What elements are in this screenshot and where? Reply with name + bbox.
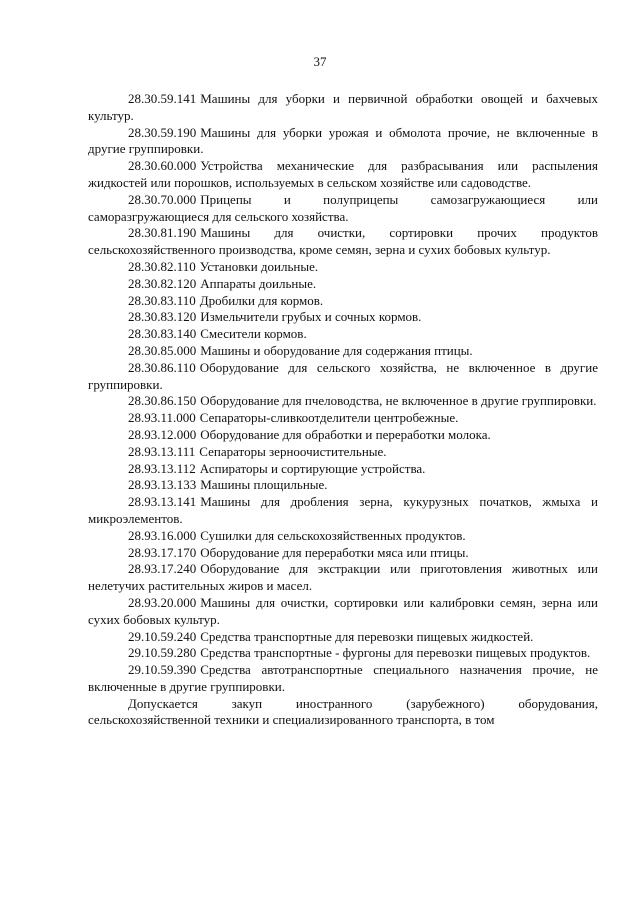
- item-code: 28.93.11.000: [128, 410, 196, 426]
- list-item: [88, 192, 598, 226]
- list-item: [88, 645, 598, 662]
- item-code: 28.93.17.240: [128, 561, 197, 577]
- item-text: Машины площильные.: [200, 477, 328, 493]
- item-code: 29.10.59.280: [128, 645, 197, 661]
- item-text: Оборудование для экстракции или приготовления животных или нелетучих растительных жиров и масел.: [88, 561, 598, 594]
- item-text: Измельчители грубых и сочных кормов.: [200, 309, 422, 325]
- item-code: 28.93.13.111: [128, 443, 196, 459]
- item-code: 28.30.60.000: [128, 158, 197, 174]
- item-text: Сепараторы-сливкоотделители центробежные.: [199, 410, 459, 426]
- item-code: 28.30.83.110: [128, 292, 196, 308]
- list-item: [88, 225, 598, 259]
- item-code: 28.93.13.112: [128, 460, 196, 476]
- item-code: 28.30.86.110: [128, 359, 196, 375]
- list-item: [88, 360, 598, 394]
- item-code: 28.30.59.141: [128, 91, 197, 106]
- list-item: [88, 444, 598, 461]
- item-text: Оборудование для сельского хозяйства, не включенное в другие группировки.: [88, 359, 598, 392]
- item-text: Аспираторы и сортирующие устройства.: [199, 460, 426, 476]
- list-item: [88, 309, 598, 326]
- item-code: 28.93.16.000: [128, 527, 197, 543]
- item-text: Аппараты доильные.: [200, 275, 317, 291]
- item-text: Машины для уборки урожая и обмолота прочие, не включенные в другие группировки.: [88, 124, 598, 157]
- list-item: [88, 545, 598, 562]
- item-text: Средства автотранспортные специального назначения прочие, не включенные в другие группировки.: [88, 662, 598, 694]
- item-text: Оборудование для пчеловодства, не включенное в другие группировки.: [200, 393, 597, 409]
- item-code: 28.93.17.170: [128, 544, 197, 560]
- item-code: 28.93.13.133: [128, 477, 197, 493]
- item-text: Машины и оборудование для содержания птицы.: [200, 342, 473, 358]
- item-code: 28.30.86.150: [128, 393, 197, 409]
- list-item: [88, 259, 598, 276]
- list-item: [88, 561, 598, 595]
- list-item: [88, 158, 598, 192]
- list-item: [88, 427, 598, 444]
- item-text: Смесители кормов.: [200, 326, 307, 342]
- list-item: [88, 494, 598, 528]
- list-item: [88, 276, 598, 293]
- item-text: Сушилки для сельскохозяйственных продуктов.: [200, 527, 466, 543]
- list-item: [88, 393, 598, 410]
- item-code: 28.30.82.110: [128, 258, 196, 274]
- item-code: 28.30.85.000: [128, 342, 197, 358]
- item-text: Машины для очистки, сортировки прочих продуктов сельскохозяйственного производства, кроме семян, зерна и сухих бобовых культур.: [88, 225, 598, 258]
- closing-paragraph: Допускается закуп иностранного (зарубежного) оборудования, сельскохозяйственной техники и специализированного транспорта, в том: [88, 695, 598, 728]
- document-body: [88, 91, 598, 729]
- item-code: 28.30.70.000: [128, 191, 197, 207]
- item-code: 28.30.82.120: [128, 275, 197, 291]
- item-code: 28.93.12.000: [128, 426, 197, 442]
- item-text: Оборудование для обработки и переработки молока.: [200, 426, 491, 442]
- page-number: 37: [313, 54, 327, 69]
- list-item: [88, 326, 598, 343]
- list-item: [88, 410, 598, 427]
- item-text: Прицепы и полуприцепы самозагружающиеся или саморазгружающиеся для сельского хозяйства.: [88, 191, 598, 224]
- item-text: Машины для дробления зерна, кукурузных початков, жмыха и микроэлементов.: [88, 494, 598, 526]
- item-text: Оборудование для переработки мяса или птицы.: [200, 544, 469, 560]
- item-code: 29.10.59.240: [128, 628, 197, 644]
- item-text: Машины для уборки и первичной обработки овощей и бахчевых культур.: [88, 91, 598, 123]
- list-item: [88, 662, 598, 696]
- list-item: [88, 293, 598, 310]
- item-text: Установки доильные.: [199, 258, 319, 274]
- list-item: [88, 528, 598, 545]
- item-text: Дробилки для кормов.: [199, 292, 324, 308]
- list-item: [88, 595, 598, 629]
- list-item: [88, 477, 598, 494]
- list-item: [88, 629, 598, 646]
- list-item: [88, 343, 598, 360]
- item-text: Машины для очистки, сортировки или калибровки семян, зерна или сухих бобовых культур.: [88, 594, 598, 627]
- item-code: 28.30.59.190: [128, 124, 197, 140]
- item-code: 28.93.20.000: [128, 594, 197, 610]
- list-item: [88, 91, 598, 125]
- item-text: Средства транспортные для перевозки пищевых жидкостей.: [200, 628, 534, 644]
- item-code: 29.10.59.390: [128, 662, 197, 678]
- item-text: Устройства механические для разбрасывания или распыления жидкостей или порошков, используемых в сельском хозяйстве или садоводстве.: [88, 158, 598, 190]
- item-text: Сепараторы зерноочистительные.: [199, 443, 387, 459]
- item-text: Средства транспортные - фургоны для перевозки пищевых продуктов.: [200, 645, 591, 661]
- list-item: [88, 461, 598, 478]
- item-code: 28.93.13.141: [128, 494, 197, 510]
- item-code: 28.30.83.120: [128, 309, 197, 325]
- item-code: 28.30.83.140: [128, 326, 197, 342]
- item-code: 28.30.81.190: [128, 225, 197, 241]
- list-item: [88, 125, 598, 159]
